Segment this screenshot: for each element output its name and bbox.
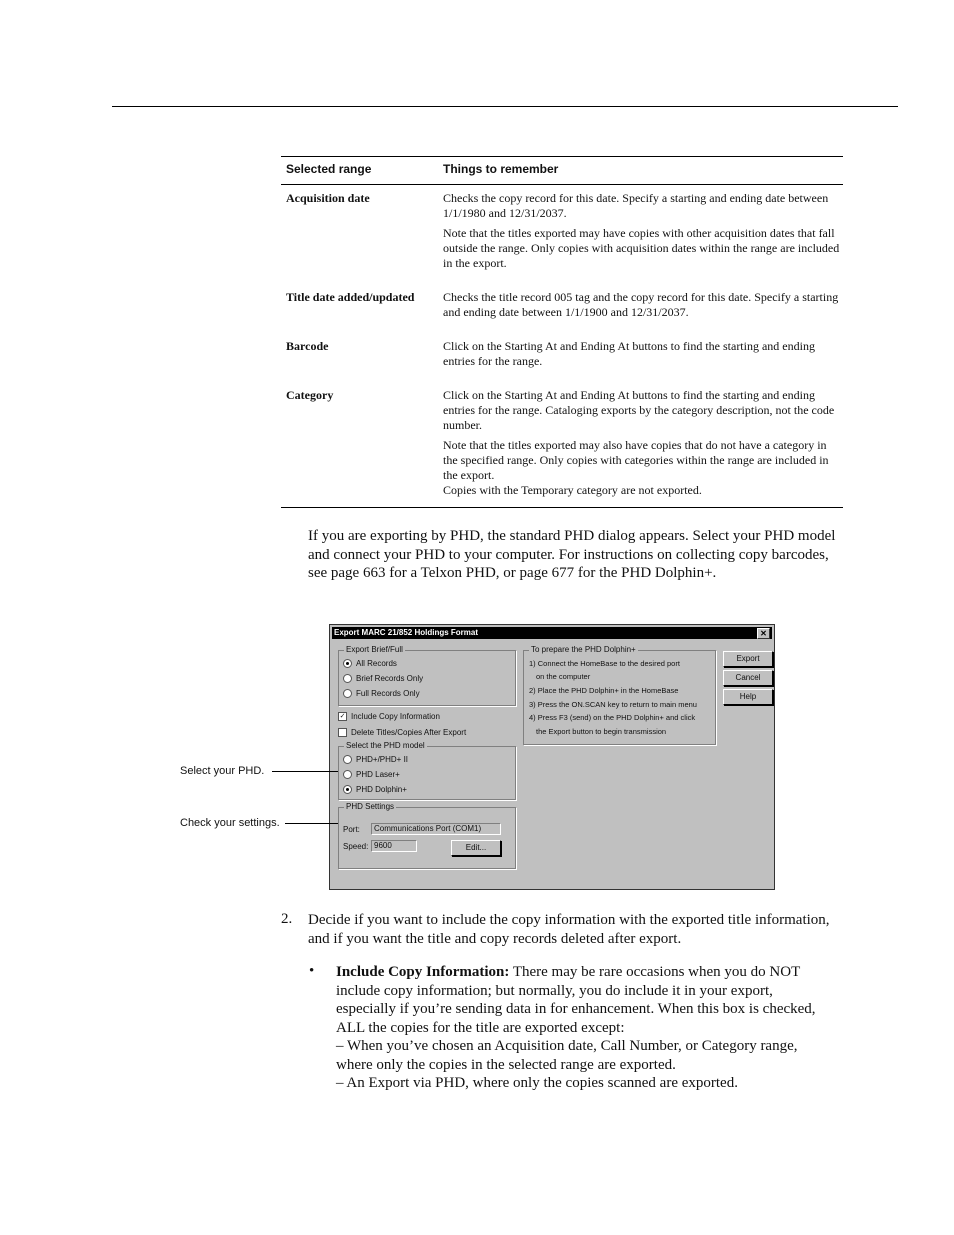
instruction-line: the Export button to begin transmission: [536, 727, 667, 736]
option-label: Brief Records Only: [356, 674, 424, 683]
bullet-bold: Include Copy Information:: [336, 964, 510, 980]
dialog-title: Export MARC 21/852 Holdings Format: [334, 628, 479, 637]
phd-model-group: [338, 741, 516, 800]
radio-icon: [343, 674, 352, 683]
radio-full-records[interactable]: [343, 689, 420, 698]
group-legend: Export Brief/Full: [346, 645, 403, 654]
table-header: [281, 157, 843, 185]
group-legend: Select the PHD model: [346, 741, 425, 750]
delete-titles-checkbox[interactable]: [338, 728, 466, 737]
export-brief-full-group: [338, 645, 516, 706]
checkbox-label: Delete Titles/Copies After Export: [351, 728, 467, 737]
step-number: 2.: [281, 911, 293, 927]
bullet-dash-1: – When you’ve chosen an Acquisition date, Call Number, or Category range, where only the copies in the selected range are exported.: [336, 1038, 798, 1073]
callout-line: [272, 771, 338, 772]
port-label: Port:: [343, 825, 360, 834]
instruction-line: 2) Place the PHD Dolphin+ in the HomeBase: [529, 686, 679, 695]
speed-label: Speed:: [343, 842, 369, 851]
dialog-titlebar: [332, 627, 772, 639]
row-text-para: Checks the copy record for this date. Specify a starting and ending date between 1/1/1980 and 12/31/2037.: [443, 191, 829, 220]
radio-icon: [343, 770, 352, 779]
row-text-para: Note that the titles exported may have copies with other acquisition dates that fall outside the range. Only copies with acquisition dates within the range are included in the export.: [443, 226, 840, 270]
phd-settings-group: [338, 802, 516, 869]
row-text-para: Copies with the Temporary category are not exported.: [443, 483, 702, 497]
instructions-group: [523, 645, 716, 745]
radio-brief-records[interactable]: [343, 674, 423, 683]
callout-line: [285, 823, 338, 824]
callout-select-phd: Select your PHD.: [180, 765, 265, 777]
row-text-para: Click on the Starting At and Ending At buttons to find the starting and ending entries for the range.: [443, 339, 815, 368]
row-text: [443, 191, 841, 276]
checkbox-icon: [338, 728, 347, 737]
row-name: Acquisition date: [286, 191, 370, 205]
option-label: PHD Dolphin+: [356, 785, 407, 794]
edit-button[interactable]: Edit...: [451, 840, 501, 856]
group-legend: PHD Settings: [346, 802, 395, 811]
speed-field[interactable]: 9600: [371, 840, 417, 852]
row-text: [443, 339, 841, 374]
range-table: [281, 156, 843, 508]
cancel-button[interactable]: Cancel: [723, 670, 773, 686]
export-button[interactable]: Export: [723, 651, 773, 667]
row-text-para: Note that the titles exported may also have copies that do not have a category in the specified range. Only copies with categories within the range are included in the export.: [443, 438, 829, 482]
bullet-dash-2: – An Export via PHD, where only the copies scanned are exported.: [336, 1075, 738, 1091]
row-text-para: Click on the Starting At and Ending At buttons to find the starting and ending entries for the range. Cataloging exports by the category description, not the code number.: [443, 388, 835, 432]
instruction-line: 3) Press the ON.SCAN key to return to main menu: [529, 700, 697, 709]
header-selected-range: Selected range: [286, 162, 372, 176]
option-label: Full Records Only: [356, 689, 420, 698]
port-field[interactable]: Communications Port (COM1): [371, 823, 501, 835]
header-things-to-remember: Things to remember: [443, 162, 559, 176]
include-copy-checkbox[interactable]: [338, 712, 440, 721]
instruction-line: 1) Connect the HomeBase to the desired port: [529, 659, 680, 668]
bullet-paragraph: [336, 963, 836, 1093]
radio-icon: [343, 689, 352, 698]
checkbox-label: Include Copy Information: [351, 712, 440, 721]
close-icon[interactable]: ✕: [757, 628, 770, 639]
bullet-icon: •: [309, 963, 315, 979]
instruction-line: on the computer: [536, 672, 591, 681]
row-text: [443, 290, 841, 325]
row-name: Barcode: [286, 339, 329, 353]
radio-phd-plus[interactable]: [343, 755, 408, 764]
option-label: All Records: [356, 659, 397, 668]
option-label: PHD+/PHD+ II: [356, 755, 409, 764]
export-dialog: [329, 624, 775, 890]
radio-icon: [343, 785, 352, 794]
row-text-para: Checks the title record 005 tag and the copy record for this date. Specify a starting and ending date between 1/1/1900 and 12/31/2037.: [443, 290, 839, 319]
group-legend: To prepare the PHD Dolphin+: [531, 645, 636, 654]
radio-icon: [343, 755, 352, 764]
bullet-text: There may be rare occasions when you do NOT include copy information; but normally, you do include it in your export, especially if you’re sending data in for enhancement. When this box is checked, ALL the copies for the title are exported except:: [336, 964, 816, 1036]
callout-check-settings: Check your settings.: [180, 817, 280, 829]
intro-paragraph: If you are exporting by PHD, the standard PHD dialog appears. Select your PHD model and connect your PHD to your computer. For instructions on collecting copy barcodes, see page 663 for a Telxon PHD, or page 677 for the PHD Dolphin+.: [308, 528, 836, 581]
help-button[interactable]: Help: [723, 689, 773, 705]
row-text: [443, 388, 841, 503]
instruction-line: 4) Press F3 (send) on the PHD Dolphin+ and click: [529, 713, 696, 722]
row-name: Title date added/updated: [286, 290, 415, 304]
radio-phd-dolphin[interactable]: [343, 785, 407, 794]
option-label: PHD Laser+: [356, 770, 400, 779]
radio-icon: [343, 659, 352, 668]
checkmark-icon: ✓: [339, 713, 346, 721]
radio-phd-laser[interactable]: [343, 770, 400, 779]
step-text: Decide if you want to include the copy information with the exported title information, and if you want the title and copy records deleted after export.: [308, 912, 830, 947]
radio-all-records[interactable]: [343, 659, 397, 668]
header-rule: [112, 106, 898, 107]
row-name: Category: [286, 388, 334, 402]
